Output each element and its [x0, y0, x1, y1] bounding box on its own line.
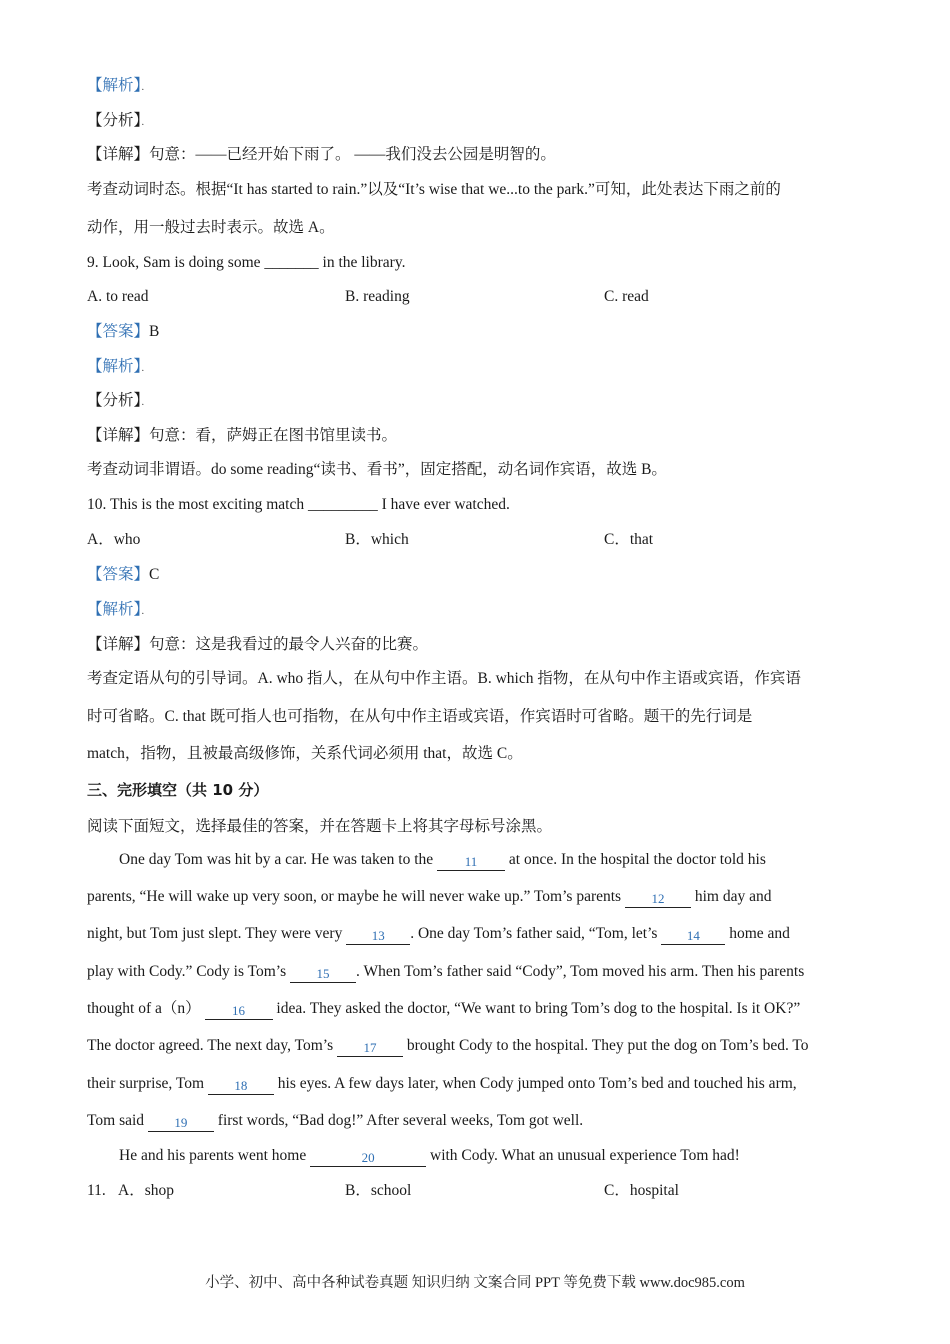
q11-number: 11. [87, 1182, 106, 1199]
jiexi-label: 【解析】 [87, 77, 142, 94]
q9-answer-line [87, 322, 159, 342]
passage-line-2 [87, 887, 771, 908]
q9-xiangjie-line [87, 426, 397, 446]
mark: ． [141, 606, 152, 617]
q11-option-b: B．school [345, 1182, 412, 1199]
passage-text: The doctor agreed. The next day, Tom’s [87, 1037, 337, 1054]
q10-jiexi-line [87, 600, 151, 622]
q9-fenxi-line [87, 391, 151, 413]
blank-17[interactable]: 17 [337, 1040, 403, 1057]
passage-line-7 [87, 1074, 797, 1095]
xiangjie-label: 【详解】 [87, 427, 150, 444]
passage-text: Tom said [87, 1112, 148, 1129]
q9-explain: 考查动词非谓语。do some reading“读书、看书”，固定搭配，动名词作宾语，故选 B。 [87, 461, 667, 478]
daan-label: 【答案】 [87, 323, 150, 340]
q8-explain-line2: 动作，用一般过去时表示。故选 A。 [87, 219, 335, 236]
fenxi-label: 【分析】 [87, 112, 142, 129]
xiangjie-label: 【详解】 [87, 636, 150, 653]
passage-line-6 [87, 1036, 809, 1057]
passage-line-9 [119, 1146, 740, 1167]
section-title: 三、完形填空（共 10 分） [87, 781, 269, 799]
passage-text: night, but Tom just slept. They were very [87, 925, 347, 942]
q10-stem: 10. This is the most exciting match _________ I have ever watched. [87, 496, 510, 513]
passage-text: idea. They asked the doctor, “We want to bring Tom’s dog to the hospital. Is it OK?” [272, 1000, 801, 1017]
q9-stem: 9. Look, Sam is doing some _______ in the library. [87, 254, 406, 271]
mark: ． [141, 82, 152, 93]
blank-13[interactable]: 13 [346, 928, 410, 945]
q8-xiangjie-line [87, 145, 556, 165]
passage-text: his eyes. A few days later, when Cody jumped onto Tom’s bed and touched his arm, [273, 1075, 797, 1092]
passage-text: at once. In the hospital the doctor told his [505, 851, 766, 868]
answer-value: C [149, 566, 160, 583]
passage-text: thought of a（n） [87, 1000, 205, 1017]
q9-option-b: B. reading [345, 288, 410, 305]
q8-fenxi-line [87, 111, 151, 133]
passage-line-5 [87, 999, 800, 1020]
xiangjie-text: 句意：——已经开始下雨了。 ——我们没去公园是明智的。 [149, 146, 556, 163]
passage-text: play with Cody.” Cody is Tom’s [87, 963, 291, 980]
q9-option-c: C. read [604, 288, 649, 305]
blank-18[interactable]: 18 [208, 1078, 274, 1095]
mark: ． [141, 363, 152, 374]
mark: ． [141, 117, 152, 128]
xiangjie-label: 【详解】 [87, 146, 150, 163]
passage-text: home and [725, 925, 790, 942]
mark: ． [141, 397, 152, 408]
passage-text: He and his parents went home [119, 1147, 311, 1164]
section-instruction: 阅读下面短文，选择最佳的答案，并在答题卡上将其字母标号涂黑。 [87, 818, 553, 835]
passage-line-1 [119, 850, 766, 871]
q11-option-a: A．shop [118, 1182, 174, 1199]
blank-15[interactable]: 15 [290, 966, 356, 983]
passage-text: their surprise, Tom [87, 1075, 208, 1092]
q10-explain-line1: 考查定语从句的引导词。A. who 指人，在从句中作主语。B. which 指物，在从句中作主语或宾语，作宾语 [87, 670, 801, 687]
jiexi-label: 【解析】 [87, 358, 142, 375]
passage-text: first words, “Bad dog!” After several weeks, Tom got well. [213, 1112, 584, 1129]
xiangjie-text: 句意：这是我看过的最令人兴奋的比赛。 [149, 636, 429, 653]
passage-text: parents, “He will wake up very soon, or maybe he will never wake up.” Tom’s parents [87, 888, 625, 905]
passage-text: One day Tom was hit by a car. He was taken to the [119, 851, 438, 868]
blank-14[interactable]: 14 [661, 928, 725, 945]
blank-20[interactable]: 20 [310, 1150, 426, 1167]
blank-12[interactable]: 12 [625, 891, 691, 908]
answer-value: B [149, 323, 160, 340]
q10-option-c: C．that [604, 531, 654, 548]
q8-explain-line1: 考查动词时态。根据“It has started to rain.”以及“It’s wise that we...to the park.”可知，此处表达下雨之前的 [87, 181, 781, 198]
q11-option-c: C．hospital [604, 1182, 679, 1199]
passage-text: him day and [690, 888, 772, 905]
q9-option-a: A. to read [87, 288, 149, 305]
q10-option-a: A．who [87, 531, 141, 548]
passage-text: . One day Tom’s father said, “Tom, let’s [410, 925, 662, 942]
xiangjie-text: 句意：看，萨姆正在图书馆里读书。 [149, 427, 398, 444]
passage-text: . When Tom’s father said “Cody”, Tom moved his arm. Then his parents [356, 963, 805, 980]
blank-16[interactable]: 16 [205, 1003, 273, 1020]
q9-jiexi-line [87, 357, 151, 379]
fenxi-label: 【分析】 [87, 392, 142, 409]
passage-text: brought Cody to the hospital. They put the dog on Tom’s bed. To [403, 1037, 809, 1054]
jiexi-label: 【解析】 [87, 601, 142, 618]
blank-11[interactable]: 11 [437, 854, 505, 871]
passage-line-3 [87, 924, 790, 945]
q10-answer-line [87, 565, 159, 585]
blank-19[interactable]: 19 [148, 1115, 214, 1132]
passage-line-4 [87, 962, 804, 983]
page-footer[interactable]: 小学、初中、高中各种试卷真题 知识归纳 文案合同 PPT 等免费下载 www.doc985.com [205, 1275, 745, 1291]
passage-text: with Cody. What an unusual experience Tom had! [426, 1147, 740, 1164]
q10-xiangjie-line [87, 635, 428, 655]
daan-label: 【答案】 [87, 566, 150, 583]
q10-explain-line2: 时可省略。C. that 既可指人也可指物，在从句中作主语或宾语，作宾语时可省略。题干的先行词是 [87, 708, 753, 725]
passage-line-8 [87, 1111, 583, 1132]
q10-option-b: B．which [345, 531, 409, 548]
q8-jiexi-line [87, 76, 151, 98]
q10-explain-line3: match，指物，且被最高级修饰，关系代词必须用 that，故选 C。 [87, 745, 523, 762]
